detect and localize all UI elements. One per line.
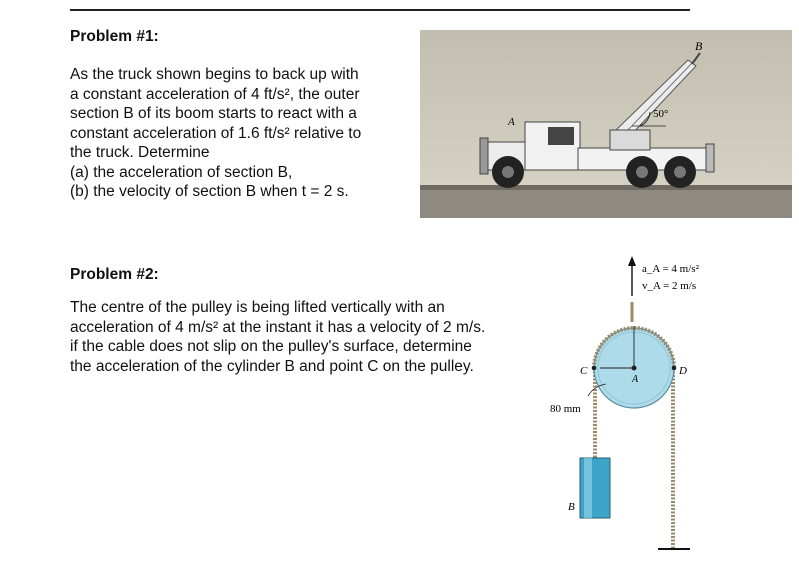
label-b: B (568, 501, 575, 513)
label-d: D (679, 365, 687, 377)
problem-2-line: acceleration of 4 m/s² at the instant it has a velocity of 2 m/s. (70, 318, 486, 336)
point-c (592, 366, 597, 371)
cylinder-highlight (584, 458, 592, 518)
velocity-label: v_A = 2 m/s (642, 280, 697, 292)
problem-1-line: constant acceleration of 1.6 ft/s² relative to (70, 124, 362, 142)
acceleration-label: a_A = 4 m/s² (642, 263, 699, 275)
problem-2-text (70, 298, 540, 376)
problem-2-line: the acceleration of the cylinder B and point C on the pulley. (70, 357, 474, 375)
pulley-diagram (540, 250, 725, 560)
problem-1-line: (a) the acceleration of section B, (70, 163, 293, 181)
problem-2-line: if the cable does not slip on the pulley's surface, determine (70, 338, 472, 355)
problem-1-heading: Problem #1: (70, 28, 159, 45)
truck-photo (420, 30, 792, 218)
problem-1-line: As the truck shown begins to back up with (70, 66, 359, 83)
problem-2-heading: Problem #2: (70, 266, 159, 283)
label-b: B (695, 39, 703, 53)
velocity-arrowhead (628, 256, 636, 266)
problem-1-line: a constant acceleration of 4 ft/s², the outer (70, 85, 360, 103)
radius-label: 80 mm (550, 403, 581, 415)
label-a: A (508, 116, 515, 128)
problem-1-line: (b) the velocity of section B when t = 2 s. (70, 183, 349, 200)
ground (420, 188, 792, 218)
ground-edge (420, 185, 792, 190)
angle-label: 50° (653, 108, 669, 120)
problem-1-text (70, 65, 410, 202)
problem-2-line: The centre of the pulley is being lifted vertically with an (70, 299, 445, 316)
problem-1-line: section B of its boom starts to react with a (70, 105, 357, 122)
top-rule (70, 9, 690, 11)
problem-1-line: the truck. Determine (70, 144, 210, 161)
point-d (672, 366, 677, 371)
label-a: A (632, 374, 639, 385)
label-c: C (580, 365, 588, 377)
